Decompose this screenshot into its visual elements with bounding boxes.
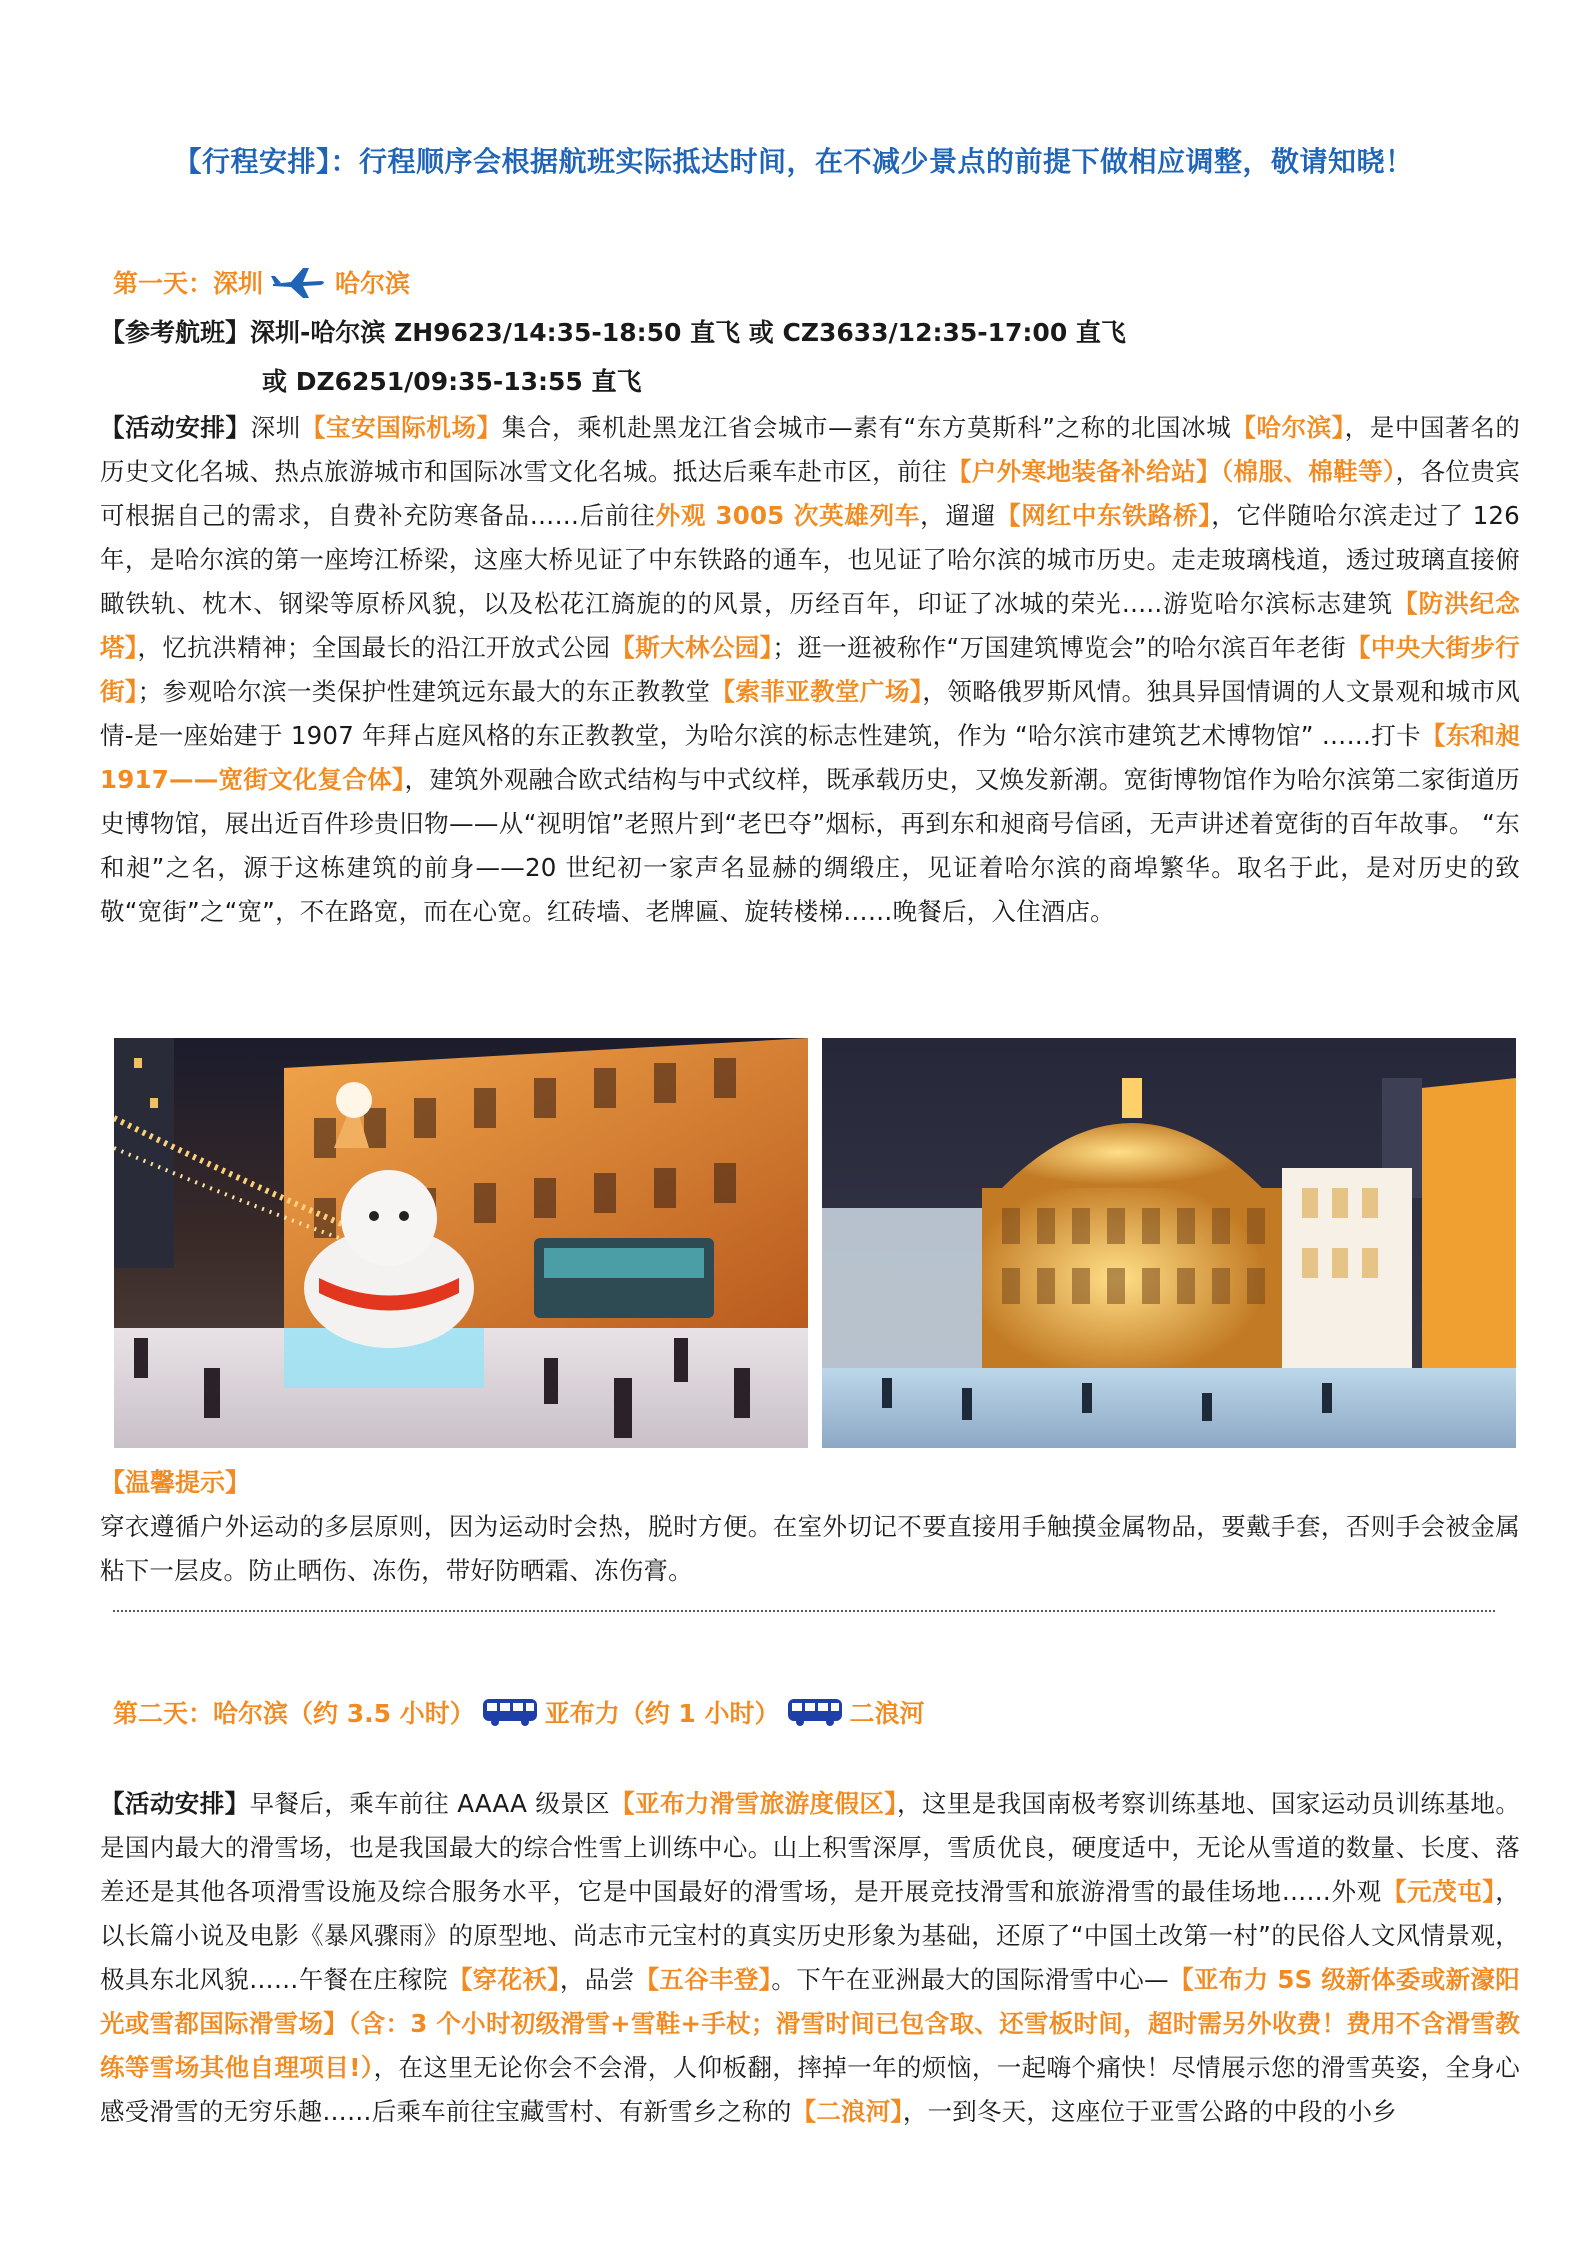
flight-line1: 深圳-哈尔滨 ZH9623/14:35-18:50 直飞 或 CZ3633/12:35-17:00 直飞 [250,318,1126,347]
airplane-icon [269,262,329,302]
tip-title: 【温馨提示】 [100,1468,251,1497]
highlight-text: 【网红中东铁路桥】 [995,501,1212,530]
body-text: ，领略俄罗斯风情。独具异国情调的人文景观和城市风情-是一座始建于 1907 年拜占庭风格的东正教教堂，为哈尔滨的标志性建筑，作为 “哈尔滨市建筑艺术博物馆” ……打卡 [100,677,1520,750]
itinerary-notice: 【行程安排】：行程顺序会根据航班实际抵达时间，在不减少景点的前提下做相应调整，敬请知晓！ [173,145,1414,178]
highlight-text: 【元茂屯】 [1381,1877,1496,1906]
highlight-text: 【斯大林公园】 [610,633,773,662]
body-text: ，这里是我国南极考察训练基地、国家运动员训练基地。是国内最大的滑雪场，也是我国最大的综合性雪上训练中心。山上积雪深厚，雪质优良，硬度适中，无论从雪道的数量、长度、落差还是其他各项滑雪设施及综合服务水平，它是中国最好的滑雪场，是开展竞技滑雪和旅游滑雪的最佳场地……外观 [100,1789,1521,1906]
day2-seg1: 第二天：哈尔滨（约 3.5 小时） [113,1699,475,1728]
bus-icon [481,1695,539,1729]
body-text: ，它伴随哈尔滨走过了 126 年，是哈尔滨的第一座垮江桥梁，这座大桥见证了中东铁路的通车，也见证了哈尔滨的城市历史。走走玻璃栈道，透过玻璃直接俯瞰铁轨、枕木、钢梁等原桥风貌，以及松花江旖旎的的风景，历经百年，印证了冰城的荣光…..游览哈尔滨标志建筑 [100,501,1520,618]
highlight-text: 【户外寒地装备补给站】（棉服、棉鞋等） [946,457,1396,486]
day2-activity [100,1782,1520,2134]
body-text: ，品尝 [559,1965,635,1994]
body-text: ，在这里无论你会不会滑，人仰板翻，摔掉一年的烦恼，一起嗨个痛快！尽情展示您的滑雪英姿，全身心感受滑雪的无穷乐趣……后乘车前往宝藏雪村、有新雪乡之称的 [100,2053,1520,2126]
body-text: ；逛一逛被称作“万国建筑博览会”的哈尔滨百年老街 [772,633,1346,662]
tip-text: 穿衣遵循户外运动的多层原则，因为运动时会热，脱时方便。在室外切记不要直接用手触摸金属物品，要戴手套，否则手会被金属粘下一层皮。防止晒伤、冻伤，带好防晒霜、冻伤膏。 [100,1512,1520,1585]
day2-seg3: 二浪河 [849,1699,925,1728]
day1-activity-text [100,413,1520,926]
highlight-text: 【亚布力 5S 级新体委或新濠阳光或雪都国际滑雪场】（含：3 个小时初级滑雪+雪鞋+手杖；滑雪时间已包含取、还雪板时间，超时需另外收费！费用不含滑雪教练等雪场其他自理项目!） [100,1965,1521,2082]
day2-activity-text [100,1789,1520,2126]
highlight-text: 【二浪河】 [791,2097,903,2126]
day1-from: 第一天：深圳 [113,269,264,298]
highlight-text: 【索菲亚教堂广场】 [710,677,923,706]
highlight-text: 【防洪纪念塔】 [100,589,1520,662]
day2-activity-label: 【活动安排】 [100,1789,250,1818]
highlight-text: 【五谷丰登】 [634,1965,772,1994]
highlight-text: 【哈尔滨】 [1231,413,1345,442]
body-text: ，遛遛 [920,501,996,530]
flight-info-line1 [100,313,1520,349]
body-text: ，以长篇小说及电影《暴风骤雨》的原型地、尚志市元宝村的真实历史形象为基础，还原了“中国土改第一村”的民俗人文风情景观，极具东北风貌……午餐在庄稼院 [100,1877,1520,1994]
body-text: 早餐后，乘车前往 AAAA 级景区 [249,1789,611,1818]
day1-to: 哈尔滨 [335,269,411,298]
highlight-text: 【东和昶 1917——宽街文化复合体】 [100,721,1520,794]
day2-seg2: 亚布力（约 1 小时） [544,1699,780,1728]
body-text: ，忆抗洪精神；全国最长的沿江开放式公园 [137,633,611,662]
highlight-text: 【宝安国际机场】 [300,413,502,442]
body-text: 集合，乘机赴黑龙江省会城市—素有“东方莫斯科”之称的北国冰城 [501,413,1232,442]
photo-night-architecture [822,1038,1516,1448]
highlight-text: 【亚布力滑雪旅游度假区】 [610,1789,898,1818]
bus-icon [786,1695,844,1729]
photo-snow-sculpture-street [114,1038,808,1448]
day2-title [113,1694,925,1730]
flight-line2: 或 DZ6251/09:35-13:55 直飞 [262,367,642,396]
body-text: ，建筑外观融合欧式结构与中式纹样，既承载历史，又焕发新潮。宽街博物馆作为哈尔滨第二家街道历史博物馆，展出近百件珍贵旧物——从“视明馆”老照片到“老巴夺”烟标，再到东和昶商号信函，无声讲述着宽街的百年故事。 “东和昶”之名，源于这栋建筑的前身——20 世纪初一家声名显赫的绸缎庄，见证着哈尔滨的商埠繁华。取名于此，是对历史的致敬“宽街”之“宽”，不在路宽，而在心宽。红砖墙、老牌匾、旋转楼梯……晚餐后，入住酒店。 [100,765,1520,926]
day1-title [113,262,410,302]
body-text: ，是中国著名的历史文化名城、热点旅游城市和国际冰雪文化名城。抵达后乘车赴市区，前往 [100,413,1521,486]
highlight-text: 【穿花袄】 [447,1965,560,1994]
day1-activity [100,406,1520,934]
body-text: ；参观哈尔滨一类保护性建筑远东最大的东正教教堂 [137,677,711,706]
body-text: ，各位贵宾可根据自己的需求，自费补充防寒备品……后前往 [100,457,1520,530]
flight-label: 【参考航班】 [100,318,251,347]
body-text: 。下午在亚洲最大的国际滑雪中心— [771,1965,1169,1994]
section-divider [113,1610,1495,1612]
body-text: 深圳 [250,413,301,442]
day1-activity-label: 【活动安排】 [100,413,251,442]
body-text: ，一到冬天，这座位于亚雪公路的中段的小乡 [902,2097,1397,2126]
highlight-text: 外观 3005 次英雄列车 [655,501,921,530]
highlight-text: 【中央大街步行街】 [100,633,1520,706]
